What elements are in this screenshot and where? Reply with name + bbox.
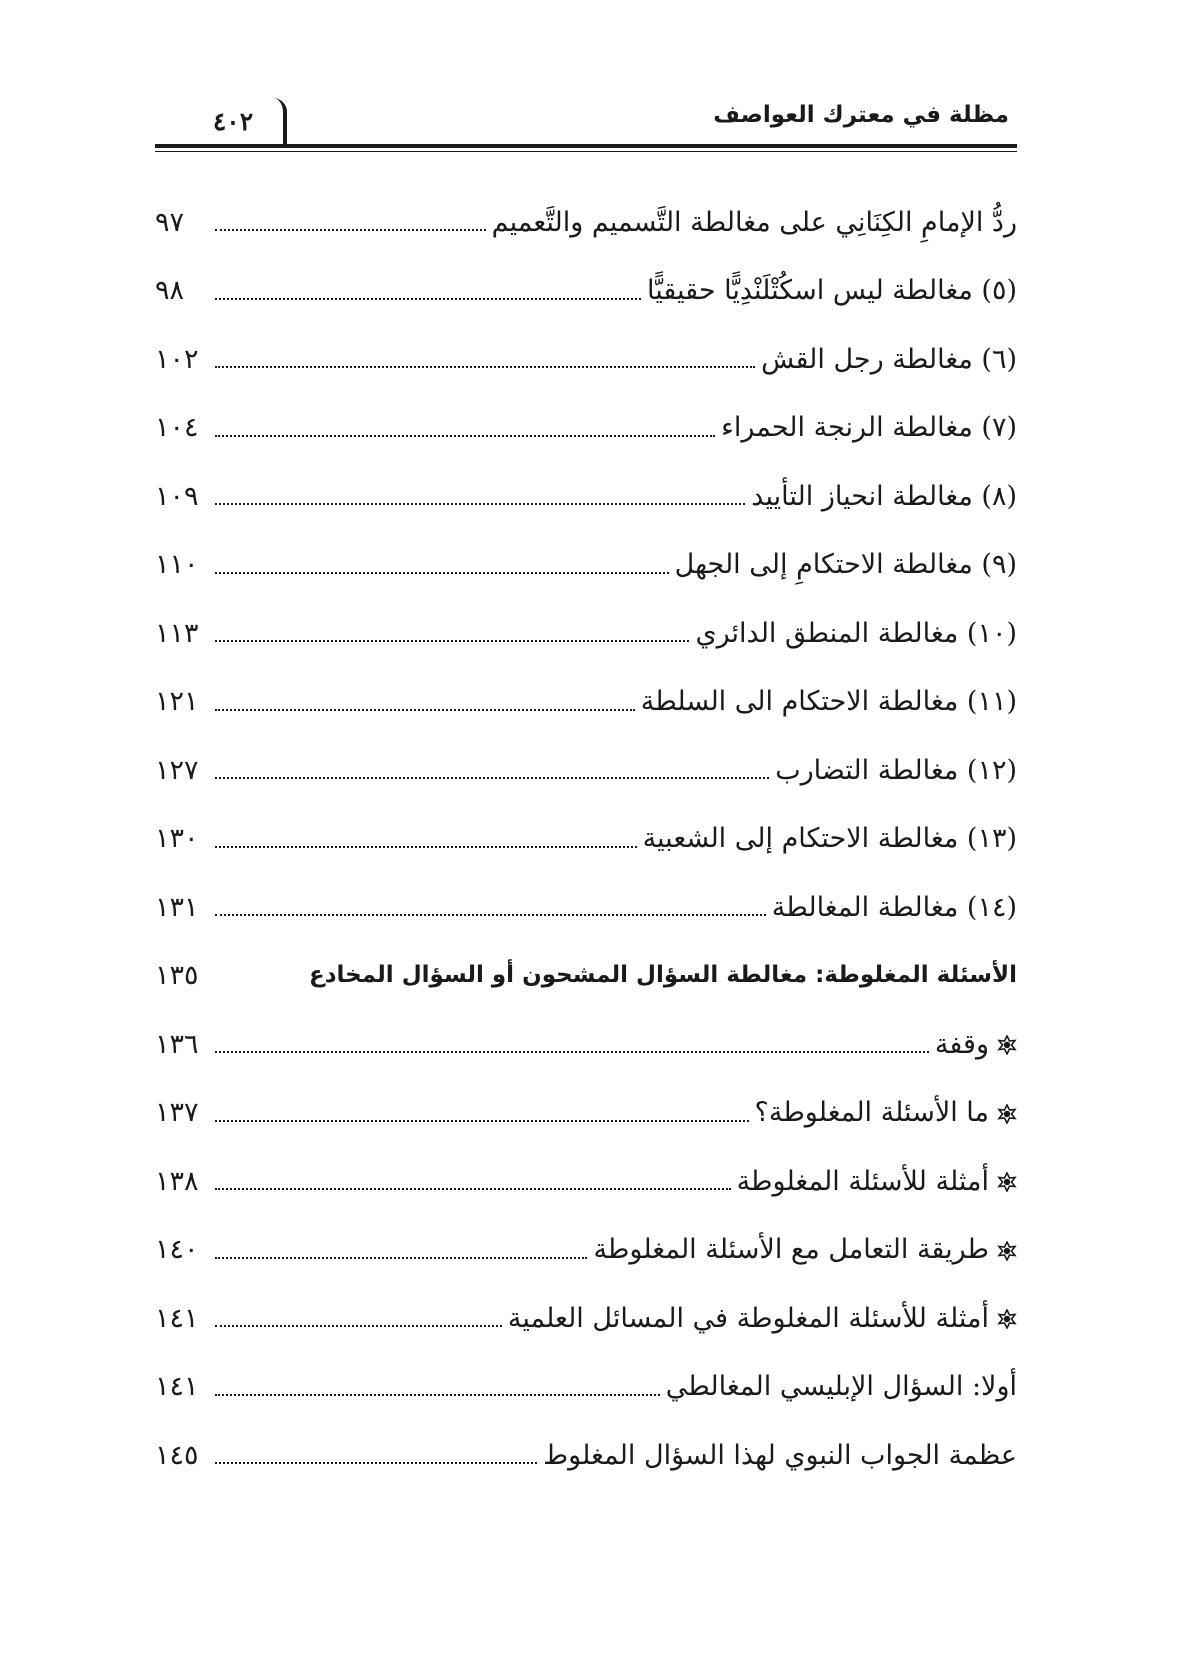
toc-entry-text: ردُّ الإمامِ الكِنَانِي على مغالطة التَّسميم والتَّعميم [491,206,1017,238]
toc-entry[interactable] [155,1421,1017,1490]
toc-entry-text: أمثلة للأسئلة المغلوطة [736,1165,989,1197]
book-title: مظلة في معترك العواصف [713,102,1009,128]
toc-entry[interactable] [155,668,1017,737]
toc-entry-title [775,754,1017,786]
dot-leader [215,366,755,368]
dot-leader [215,572,669,574]
toc-entry-text: أولا: السؤال الإبليسي المغالطي [665,1371,1017,1403]
toc-page-number: ١٣٥ [155,960,199,992]
toc-entry-title [642,823,1017,855]
toc-entry[interactable] [155,599,1017,668]
toc-page-number: ١٣٦ [155,1028,199,1060]
toc-entry[interactable] [155,1353,1017,1422]
toc-page-number: ١٤١ [155,1371,199,1403]
dot-leader [215,846,637,848]
page-number: ٤٠٢ [183,98,287,144]
dot-leader [215,1257,587,1259]
flower-bullet-icon [997,1035,1017,1055]
toc-entry-title [543,1439,1017,1471]
dot-leader [215,298,641,300]
toc-entry-text: (٥) مغالطة ليس اسكُتْلَنْدِيًّا حقيقيًّا [647,275,1017,307]
table-of-contents [155,188,1017,1490]
toc-entry-title [593,1234,1017,1266]
toc-page-number: ١٣١ [155,891,199,923]
dot-leader [215,914,766,916]
toc-entry[interactable] [155,531,1017,600]
dot-leader [215,1325,502,1327]
toc-page-number: ١٣٨ [155,1165,199,1197]
flower-bullet-icon [997,1241,1017,1261]
toc-entry-text: وقفة [934,1028,989,1060]
toc-page-number: ١٤٥ [155,1439,199,1471]
toc-page-number: ١١٠ [155,549,199,581]
dot-leader [215,709,635,711]
dot-leader [215,1394,660,1396]
toc-page-number: ١٢١ [155,686,199,718]
toc-entry[interactable] [155,736,1017,805]
toc-entry-text: ما الأسئلة المغلوطة؟ [754,1097,989,1129]
toc-entry-title [754,1097,1017,1129]
toc-entry[interactable] [155,188,1017,257]
toc-entry[interactable] [155,1284,1017,1353]
toc-entry-text: الأسئلة المغلوطة: مغالطة السؤال المشحون أو السؤال المخادع [309,962,1017,989]
toc-entry[interactable] [155,325,1017,394]
toc-entry[interactable] [155,1147,1017,1216]
toc-entry[interactable] [155,1216,1017,1285]
dot-leader [215,640,689,642]
toc-entry-text: عظمة الجواب النبوي لهذا السؤال المغلوط [543,1439,1017,1471]
flower-bullet-icon [997,1172,1017,1192]
toc-page-number: ١٠٩ [155,480,199,512]
toc-entry-text: (١٣) مغالطة الاحتكام إلى الشعبية [642,823,1017,855]
toc-entry-title [309,964,1017,987]
toc-entry[interactable] [155,942,1017,1011]
header-rule-thick [155,144,1017,148]
toc-entry[interactable] [155,394,1017,463]
toc-page-number: ١٣٠ [155,823,199,855]
toc-page-number: ١٠٤ [155,412,199,444]
toc-entry[interactable] [155,805,1017,874]
toc-entry-title [934,1028,1017,1060]
toc-entry-title [640,686,1017,718]
toc-entry[interactable] [155,873,1017,942]
dot-leader [215,1051,929,1053]
toc-entry[interactable] [155,1079,1017,1148]
toc-entry-text: أمثلة للأسئلة المغلوطة في المسائل العلمية [507,1302,989,1334]
header-rule-thin [155,151,1017,152]
toc-entry-text: (٦) مغالطة رجل القش [761,343,1017,375]
dot-leader [215,435,715,437]
dot-leader [215,229,486,231]
flower-bullet-icon [997,1104,1017,1124]
toc-entry-text: (١٤) مغالطة المغالطة [771,891,1017,923]
toc-entry-text: (٧) مغالطة الرنجة الحمراء [721,412,1017,444]
toc-entry-title [736,1165,1017,1197]
dot-leader [215,777,769,779]
toc-entry[interactable] [155,1010,1017,1079]
dot-leader [215,503,745,505]
toc-entry-title [721,412,1017,444]
toc-page-number: ٩٨ [155,275,185,307]
dot-leader [215,1120,749,1122]
toc-page-number: ١٣٧ [155,1097,199,1129]
toc-entry[interactable] [155,257,1017,326]
flower-bullet-icon [997,1309,1017,1329]
toc-entry-title [647,275,1017,307]
toc-entry-text: طريقة التعامل مع الأسئلة المغلوطة [593,1234,989,1266]
toc-entry-text: (١٠) مغالطة المنطق الدائري [695,617,1017,649]
toc-page-number: ١٤١ [155,1302,199,1334]
dot-leader [215,1462,537,1464]
toc-entry-title [695,617,1017,649]
toc-entry-title [665,1371,1017,1403]
toc-entry-title [674,549,1017,581]
running-header [155,88,1017,148]
toc-entry-title [751,480,1017,512]
toc-entry-title [761,343,1017,375]
dot-leader [215,1188,731,1190]
toc-page-number: ١٢٧ [155,754,199,786]
toc-entry-text: (١١) مغالطة الاحتكام الى السلطة [640,686,1017,718]
toc-entry-title [491,206,1017,238]
toc-entry-text: (٩) مغالطة الاحتكامِ إلى الجهل [674,549,1017,581]
toc-entry-text: (٨) مغالطة انحياز التأييد [751,480,1017,512]
toc-entry-title [771,891,1017,923]
toc-page-number: ٩٧ [155,206,185,238]
toc-entry[interactable] [155,462,1017,531]
toc-entry-title [507,1302,1017,1334]
toc-page-number: ١٠٢ [155,343,199,375]
toc-page-number: ١١٣ [155,617,199,649]
toc-entry-text: (١٢) مغالطة التضارب [775,754,1017,786]
toc-page-number: ١٤٠ [155,1234,199,1266]
